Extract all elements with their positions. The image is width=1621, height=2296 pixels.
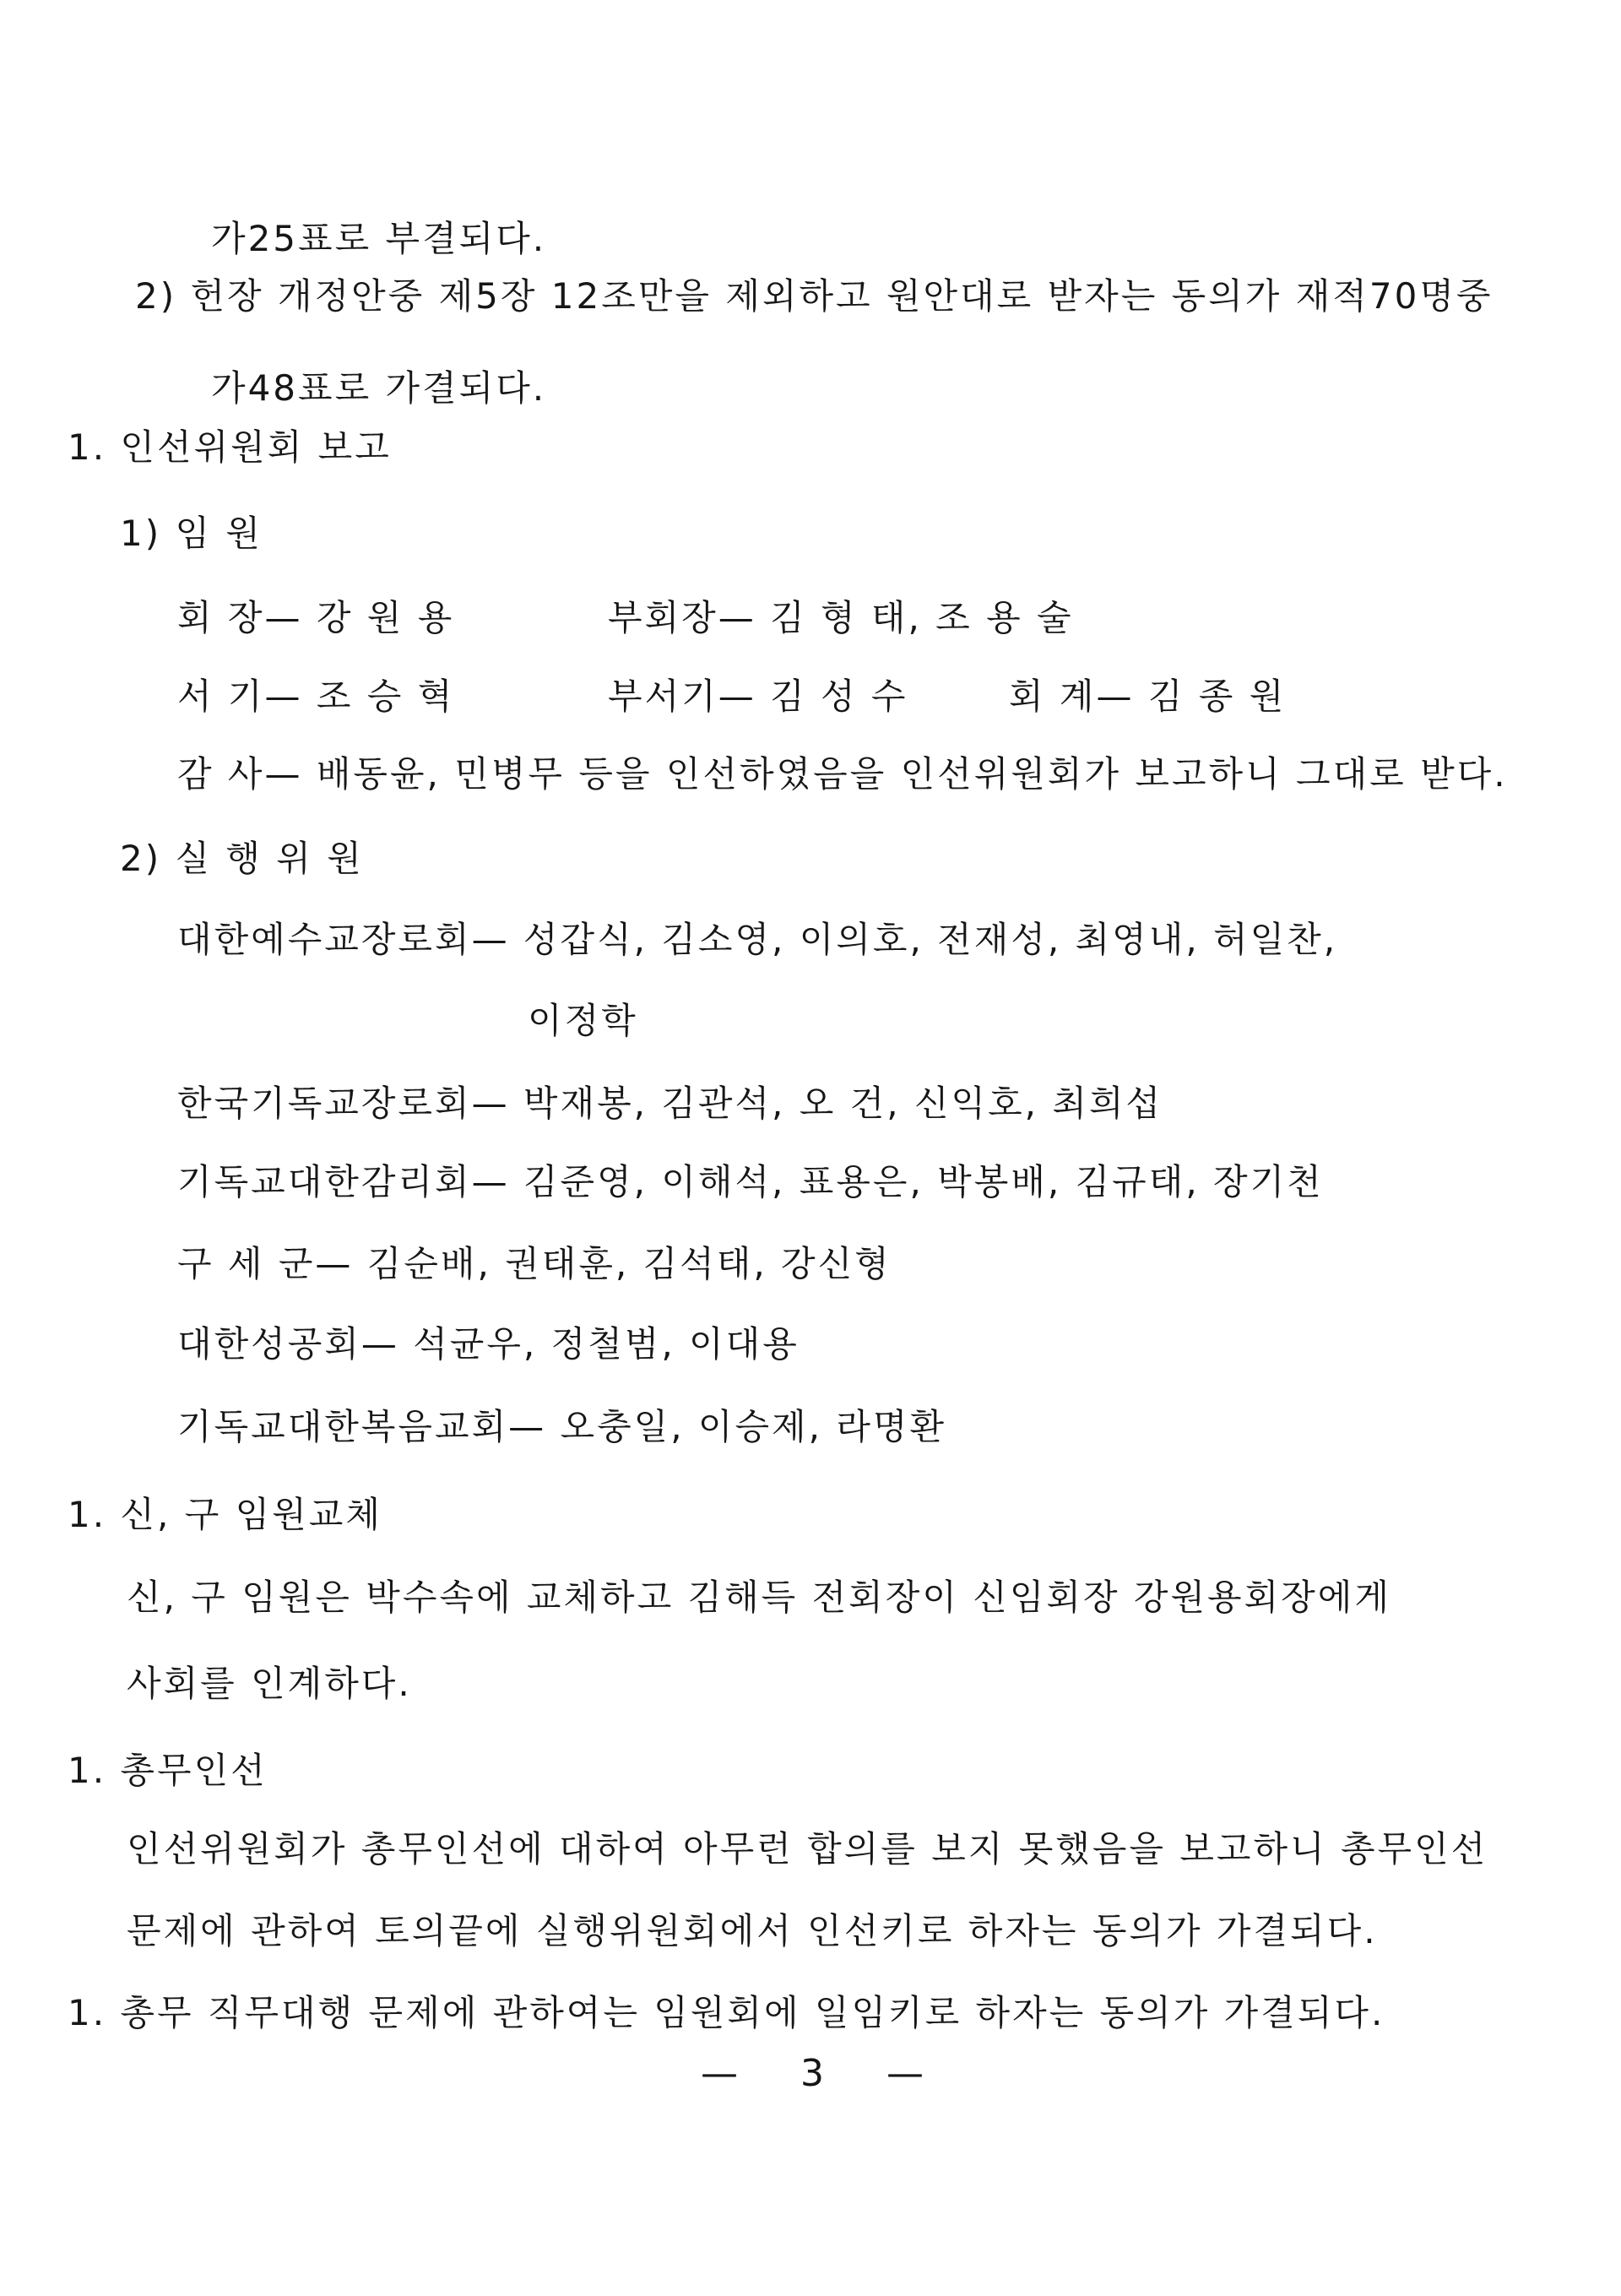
section-heading: 1. 인선위원회 보고 — [68, 426, 392, 468]
officer-entry: 회 장— 강 원 용 — [177, 597, 455, 638]
minutes-line: 인선위원회가 총무인선에 대하여 아무런 합의를 보지 못했음을 보고하니 총무인선 — [127, 1828, 1488, 1870]
page-number: — 3 — — [701, 2052, 949, 2095]
executive-member-entry: 이정학 — [528, 1000, 638, 1041]
section-heading: 1. 총무인선 — [68, 1750, 268, 1791]
officer-entry: 회 계— 김 종 원 — [1009, 676, 1287, 717]
minutes-line: 가25표로 부결되다. — [211, 218, 547, 259]
officer-entry: 부서기— 김 성 수 — [608, 676, 908, 717]
officer-entry: 서 기— 조 승 혁 — [177, 676, 455, 717]
minutes-line: 문제에 관하여 토의끝에 실행위원회에서 인선키로 하자는 동의가 가결되다. — [127, 1910, 1378, 1951]
minutes-line: 신, 구 임원은 박수속에 교체하고 김해득 전회장이 신임회장 강원용회장에게 — [127, 1577, 1391, 1618]
subsection-heading: 1) 임 원 — [120, 513, 263, 554]
executive-member-entry: 대한예수교장로회— 성갑식, 김소영, 이의호, 전재성, 최영내, 허일찬, — [177, 919, 1338, 960]
minutes-line: 사회를 인계하다. — [127, 1663, 412, 1704]
executive-member-entry: 대한성공회— 석균우, 정철범, 이대용 — [177, 1323, 800, 1365]
officer-entry: 부회장— 김 형 태, 조 용 술 — [608, 597, 1074, 638]
minutes-line: 2) 헌장 개정안중 제5장 12조만을 제외하고 원안대로 받자는 동의가 재적70명중 — [135, 275, 1494, 317]
executive-member-entry: 기독교대한복음교회— 오충일, 이승제, 라명환 — [177, 1406, 947, 1447]
executive-member-entry: 구 세 군— 김순배, 권태훈, 김석태, 강신형 — [177, 1243, 892, 1284]
section-heading: 1. 신, 구 임원교체 — [68, 1494, 382, 1535]
subsection-heading: 2) 실 행 위 원 — [120, 838, 364, 879]
executive-member-entry: 기독교대한감리회— 김준영, 이해석, 표용은, 박봉배, 김규태, 장기천 — [177, 1161, 1324, 1202]
executive-member-entry: 한국기독교장로회— 박재봉, 김관석, 오 건, 신익호, 최희섭 — [177, 1083, 1163, 1124]
minutes-line: 가48표로 가결되다. — [211, 367, 547, 409]
officer-entry: 감 사— 배동윤, 민병무 등을 인선하였음을 인선위원회가 보고하니 그대로 받다. — [177, 753, 1508, 795]
minutes-line: 1. 총무 직무대행 문제에 관하여는 임원회에 일임키로 하자는 동의가 가결되다. — [68, 1992, 1385, 2033]
